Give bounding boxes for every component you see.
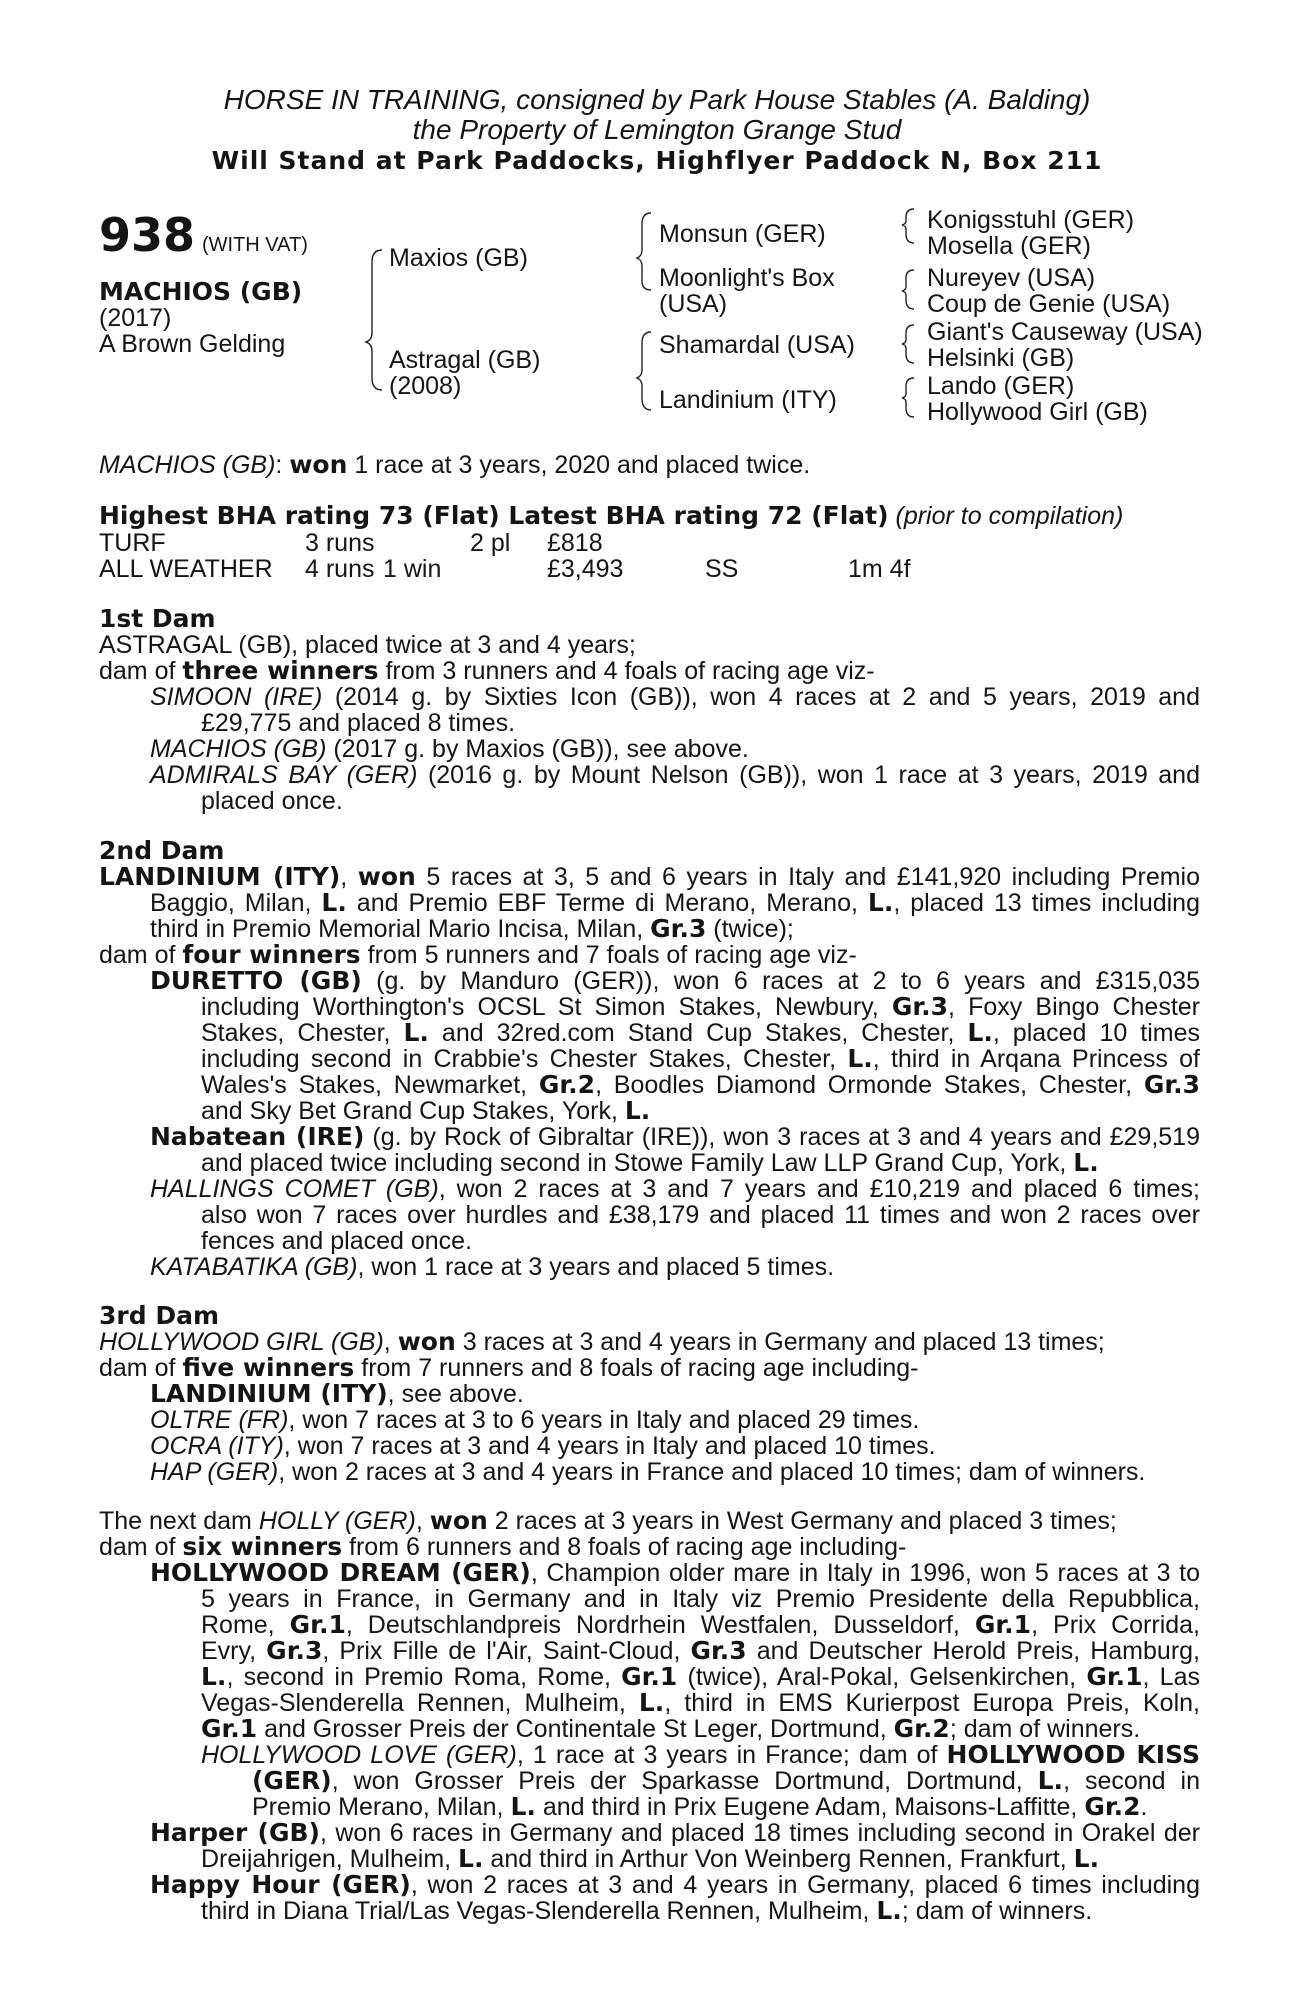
- produce-happy-hour: Happy Hour (GER), won 2 races at 3 and 4 years in Germany, placed 6 times including: [150, 1870, 1200, 1899]
- produce-landinium: LANDINIUM (ITY), see above.: [150, 1379, 524, 1408]
- second-dam-heading: 2nd Dam: [99, 836, 225, 865]
- dam-sire: Shamardal (USA): [659, 331, 855, 359]
- vat-label: (WITH VAT): [201, 234, 308, 256]
- produce-oltre: OLTRE (FR), won 7 races at 3 to 6 years in Italy and placed 29 times.: [150, 1406, 920, 1434]
- catalogue-page: HORSE IN TRAINING, consigned by Park House Stables (A. Balding) the Property of Lemington Grange Stud Will Stand at Park Paddocks, Highflyer Paddock N, Box 211 938 (WITH VAT) MACHIOS (GB) (2017) A Brown Gelding Maxios (GB) Astragal (GB) (2008) Monsun (GER) Moonlight's Box (USA) Shamardal (USA) Landinium (ITY) Konigsstuhl (GER) Mosella (GER) Nureyev (USA) Coup de Genie (USA) Giant's Causeway (USA) Helsinki (GB) Lando (GER) Hollywood Girl (GB) MACHIOS (GB): won 1 race at 3 years, 2020 and placed twice. Highest BHA rating 73 (Flat) Latest BHA rating 72 (Flat) (prior to compilation) TURF 3 runs 2 pl £818 ALL WEATHER 4 runs 1 win £3,493 SS 1m 4f 1st Dam ASTRAGAL (GB), placed twice at 3 and 4 years; dam of three winners from 3 runners and 4 foals of racing age viz- SIMOON (IRE) (2014 g. by Sixties Icon (GB)), won 4 races at 2 and 5 years, 2019 and £29,775 and placed 8 times. MACHIOS (GB) (2017 g. by Maxios (GB)), see above. ADMIRALS BAY (GER) (2016 g. by Mount Nelson (GB)), won 1 race at 3 years, 2019 and placed once. 2nd Dam LANDINIUM (ITY), won 5 races at 3, 5 and 6 years in Italy and £141,920 including Premio Baggio, Milan, L. and Premio EBF Terme di Merano, Merano, L., placed 13 times including third in Premio Memorial Mario Incisa, Milan, Gr.3 (twice); dam of four winners from 5 runners and 7 foals of racing age viz- DURETTO (GB) (g. by Manduro (GER)), won 6 races at 2 to 6 years and £315,035 including Worthington's OCSL St Simon Stakes, Newbury, Gr.3, Foxy Bingo Chester Stakes, Chester, L. and 32red.com Stand Cup Stakes, Chester, L., placed 10 times including second in Crabbie's Chester Stakes, Chester, L., third in Arqana Princess of Wales's Stakes, Newmarket, Gr.2, Boodles Diamond Ormonde Stakes, Chester, Gr.3 and Sky Bet Grand Cup Stakes, York, L. Nabatean (IRE) (g. by Rock of Gibraltar (IRE)), won 3 races at 3 and 4 years and £29,519 and placed twice including second in Stowe Family Law LLP Grand Cup, York, L. HALLINGS COMET (GB), won 2 races at 3 and 7 years and £10,219 and placed 6 times; also won 7 races over hurdles and £38,179 and placed 11 times and won 2 races over fences and placed once. KATABATIKA (GB), won 1 race at 3 years and placed 5 times. 3rd Dam HOLLYWOOD GIRL (GB), won 3 races at 3 and 4 years in Germany and placed 13 times; dam of five winners from 7 runners and 8 foals of racing age including- LANDINIUM (ITY), see above. OLTRE (FR), won 7 races at 3 to 6 years in Italy and placed 29 times. OCRA (ITY), won 7 races at 3 and 4 years in Italy and placed 10 times. HAP (GER), won 2 races at 3 and 4 years in France and placed 10 times; dam of winners. The next dam HOLLY (GER), won 2 races at 3 years in West Germany and placed 3 times; dam of six winners from 6 runners and 8 foals of racing age including- HOLLYWOOD DREAM (GER), Champion older mare in Italy in 1996, won 5 races at 3 to 5 years in France, in Germany and in Italy viz Premio Presidente della Repubblica, Rome, Gr.1, Deutschlandpreis Nordrhein Westfalen, Dusseldorf, Gr.1, Prix Corrida, Evry, Gr.3, Prix Fille de l'Air, Saint-Cloud, Gr.3 and Deutscher Herold Preis, Hamburg, L., second in Premio Roma, Rome, Gr.1 (twice), Aral-Pokal, Gelsenkirchen, Gr.1, Las Vegas-Slenderella Rennen, Mulheim, L., third in EMS Kurierpost Europa Preis, Koln, Gr.1 and Grosser Preis der Continentale St Leger, Dortmund, Gr.2; dam of winners. HOLLYWOOD LOVE (GER), 1 race at 3 years in France; dam of HOLLYWOOD KISS (GER), won Grosser Preis der Sparkasse Dortmund, Dortmund, L., second in Premio Merano, Milan, L. and third in Prix Eugene Adam, Maisons-Laffitte, Gr.2. Harper (GB), won 6 races in Germany and placed 18 times including second in Orakel der Dreijahrigen, Mulheim, L. and third in Arthur Von Weinberg Rennen, Frankfurt, L. Happy Hour (GER), won 2 races at 3 and 4 years in Germany, placed 6 times including third in Diana Trial/Las Vegas-Slenderella Rennen, Mulheim, L.; dam of winners.: [0, 0, 1314, 2000]
- dam-year: (2008): [389, 372, 462, 400]
- produce-hollywood-love: HOLLYWOOD LOVE (GER), 1 race at 3 years in France; dam of HOLLYWOOD KISS: [201, 1740, 1200, 1769]
- produce-hallings-comet-cont: fences and placed once.: [201, 1227, 473, 1255]
- lot-number: 938: [99, 208, 196, 262]
- dam: Astragal (GB): [389, 346, 541, 374]
- gen2-dam-bracket: [637, 332, 651, 410]
- produce-harper-cont: Dreijahrigen, Mulheim, L. and third in Arthur Von Weinberg Rennen, Frankfurt, L.: [201, 1844, 1100, 1873]
- gen3-bracket-2: [902, 270, 914, 309]
- third-dam-produce-line: dam of five winners from 7 runners and 8 foals of racing age including-: [99, 1353, 919, 1382]
- produce-harper: Harper (GB), won 6 races in Germany and placed 18 times including second in Orakel der: [150, 1818, 1200, 1847]
- gen3-bracket-4: [902, 378, 914, 417]
- sire-dam-line1: Moonlight's Box: [659, 264, 835, 292]
- property-line: the Property of Lemington Grange Stud: [412, 114, 902, 145]
- ggdam-2: Coup de Genie (USA): [927, 290, 1171, 318]
- location-line: Will Stand at Park Paddocks, Highflyer Paddock N, Box 211: [211, 146, 1103, 175]
- gen3-bracket-3: [902, 325, 914, 363]
- produce-hollywood-dream-cont: Gr.1 and Grosser Preis der Continentale St Leger, Dortmund, Gr.2; dam of winners.: [201, 1714, 1141, 1743]
- produce-hollywood-dream-cont: Rome, Gr.1, Deutschlandpreis Nordrhein Westfalen, Dusseldorf, Gr.1, Prix Corrida,: [201, 1610, 1200, 1639]
- ggdam-3: Helsinki (GB): [927, 344, 1075, 372]
- second-dam-produce-line: dam of four winners from 5 runners and 7 foals of racing age viz-: [99, 940, 857, 969]
- produce-duretto: DURETTO (GB) (g. by Manduro (GER)), won 6 races at 2 to 6 years and £315,035: [150, 966, 1200, 995]
- ggdam-1: Mosella (GER): [927, 232, 1091, 260]
- foaling-year: (2017): [99, 304, 172, 332]
- produce-ocra: OCRA (ITY), won 7 races at 3 and 4 years in Italy and placed 10 times.: [150, 1432, 936, 1460]
- produce-nabatean: Nabatean (IRE) (g. by Rock of Gibraltar (IRE)), won 3 races at 3 and 4 years and £29,519: [150, 1122, 1200, 1151]
- produce-machios: MACHIOS (GB) (2017 g. by Maxios (GB)), see above.: [150, 735, 749, 763]
- produce-duretto-cont: including Worthington's OCSL St Simon Stakes, Newbury, Gr.3, Foxy Bingo Chester: [201, 992, 1200, 1021]
- produce-duretto-cont: and Sky Bet Grand Cup Stakes, York, L.: [201, 1096, 651, 1125]
- sire-sire: Monsun (GER): [659, 220, 826, 248]
- produce-admirals-bay-cont: placed once.: [201, 787, 343, 815]
- next-dam-produce-line: dam of six winners from 6 runners and 8 foals of racing age including-: [99, 1532, 907, 1561]
- dam-dam: Landinium (ITY): [659, 386, 837, 414]
- produce-hollywood-dream: HOLLYWOOD DREAM (GER), Champion older mare in Italy in 1996, won 5 races at 3 to: [150, 1558, 1200, 1587]
- first-dam-line: ASTRAGAL (GB), placed twice at 3 and 4 years;: [99, 631, 636, 659]
- produce-hollywood-love-cont: Premio Merano, Milan, L. and third in Prix Eugene Adam, Maisons-Laffitte, Gr.2.: [252, 1792, 1148, 1821]
- second-dam-line-2: Baggio, Milan, L. and Premio EBF Terme di Merano, Merano, L., placed 13 times including: [150, 888, 1200, 917]
- third-dam-line: HOLLYWOOD GIRL (GB), won 3 races at 3 and 4 years in Germany and placed 13 times;: [99, 1327, 1105, 1356]
- produce-simoon-cont: £29,775 and placed 8 times.: [201, 709, 516, 737]
- second-dam-line-3: third in Premio Memorial Mario Incisa, Milan, Gr.3 (twice);: [150, 914, 794, 943]
- third-dam-heading: 3rd Dam: [99, 1301, 219, 1330]
- gen1-bracket: [366, 250, 382, 390]
- consignor-line: HORSE IN TRAINING, consigned by Park House Stables (A. Balding): [223, 84, 1091, 115]
- next-dam-line: The next dam HOLLY (GER), won 2 races at 3 years in West Germany and placed 3 times;: [99, 1506, 1117, 1535]
- bha-ratings: Highest BHA rating 73 (Flat) Latest BHA rating 72 (Flat) (prior to compilation): [99, 501, 1124, 530]
- horse-description: A Brown Gelding: [99, 330, 286, 358]
- produce-katabatika: KATABATIKA (GB), won 1 race at 3 years and placed 5 times.: [150, 1253, 835, 1281]
- horse-name: MACHIOS (GB): [99, 277, 303, 306]
- ggsire-2: Nureyev (USA): [927, 264, 1096, 292]
- ggsire-4: Lando (GER): [927, 372, 1075, 400]
- produce-hollywood-dream-cont: L., second in Premio Roma, Rome, Gr.1 (twice), Aral-Pokal, Gelsenkirchen, Gr.1, Las: [201, 1662, 1200, 1691]
- produce-hollywood-love-cont: (GER), won Grosser Preis der Sparkasse Dortmund, Dortmund, L., second in: [252, 1766, 1200, 1795]
- produce-hap: HAP (GER), won 2 races at 3 and 4 years in France and placed 10 times; dam of winners.: [150, 1458, 1146, 1486]
- produce-hollywood-dream-cont: 5 years in France, in Germany and in Italy viz Premio Presidente della Repubblica,: [201, 1585, 1200, 1613]
- produce-happy-hour-cont: third in Diana Trial/Las Vegas-Slenderella Rennen, Mulheim, L.; dam of winners.: [201, 1896, 1093, 1925]
- produce-duretto-cont: Stakes, Chester, L. and 32red.com Stand Cup Stakes, Chester, L., placed 10 times: [201, 1018, 1200, 1047]
- produce-hallings-comet: HALLINGS COMET (GB), won 2 races at 3 and 7 years and £10,219 and placed 6 times;: [150, 1175, 1200, 1203]
- ggsire-3: Giant's Causeway (USA): [927, 318, 1203, 346]
- produce-hollywood-dream-cont: Evry, Gr.3, Prix Fille de l'Air, Saint-Cloud, Gr.3 and Deutscher Herold Preis, Hamburg,: [201, 1636, 1200, 1665]
- produce-admirals-bay: ADMIRALS BAY (GER) (2016 g. by Mount Nelson (GB)), won 1 race at 3 years, 2019 and: [150, 761, 1200, 789]
- gen2-sire-bracket: [637, 213, 651, 290]
- produce-duretto-cont: including second in Crabbie's Chester Stakes, Chester, L., third in Arqana Princess of: [201, 1044, 1200, 1073]
- sire: Maxios (GB): [389, 244, 528, 272]
- first-dam-heading: 1st Dam: [99, 604, 216, 633]
- produce-hallings-comet-cont: also won 7 races over hurdles and £38,179 and placed 11 times and won 2 races over: [201, 1201, 1200, 1229]
- sire-dam-line2: (USA): [659, 290, 728, 318]
- produce-duretto-cont: Wales's Stakes, Newmarket, Gr.2, Boodles Diamond Ormonde Stakes, Chester, Gr.3: [201, 1070, 1200, 1099]
- second-dam-line-1: LANDINIUM (ITY), won 5 races at 3, 5 and 6 years in Italy and £141,920 including Premio: [99, 862, 1201, 891]
- produce-nabatean-cont: and placed twice including second in Stowe Family Law LLP Grand Cup, York, L.: [201, 1148, 1099, 1177]
- ggsire-1: Konigsstuhl (GER): [927, 206, 1135, 234]
- first-dam-produce-line: dam of three winners from 3 runners and 4 foals of racing age viz-: [99, 656, 875, 685]
- gen3-bracket-1: [902, 209, 914, 243]
- produce-simoon: SIMOON (IRE) (2014 g. by Sixties Icon (GB)), won 4 races at 2 and 5 years, 2019 and: [150, 683, 1200, 711]
- ggdam-4: Hollywood Girl (GB): [927, 398, 1148, 426]
- race-summary: MACHIOS (GB): won 1 race at 3 years, 2020 and placed twice.: [99, 450, 811, 479]
- produce-hollywood-dream-cont: Vegas-Slenderella Rennen, Mulheim, L., third in EMS Kurierpost Europa Preis, Koln,: [201, 1688, 1200, 1717]
